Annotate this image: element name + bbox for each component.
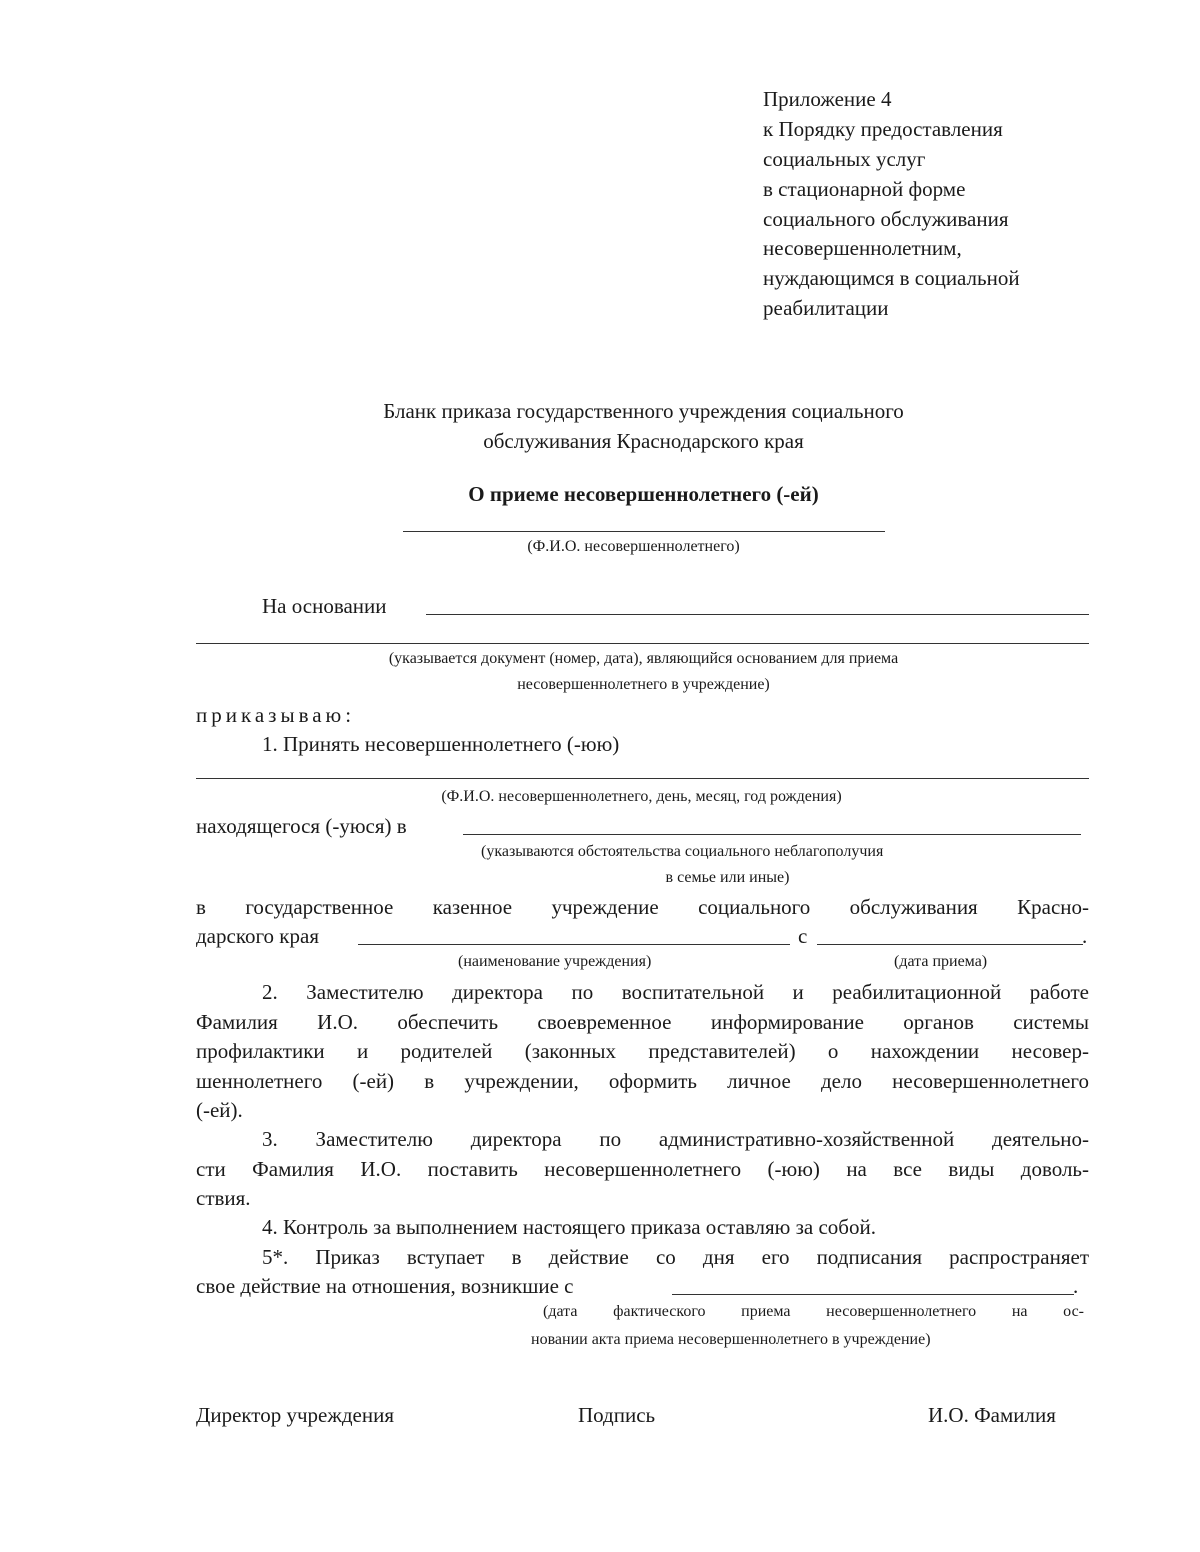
basis-caption-line1: (указывается документ (номер, дата), являющийся основанием для приема: [388, 650, 899, 667]
annex-line: нуждающимся в социальной: [763, 266, 1020, 290]
item3-last-line: ствия.: [196, 1186, 251, 1210]
basis-label: На основании: [262, 594, 387, 618]
annex-line: в стационарной форме: [763, 177, 966, 201]
signature-name: И.О. Фамилия: [928, 1403, 1056, 1427]
located-field-line: [463, 834, 1081, 835]
annex-line: реабилитации: [763, 296, 889, 320]
item4-text: 4. Контроль за выполнением настоящего приказа оставляю за собой.: [262, 1215, 876, 1239]
date-caption: (дата приема): [894, 953, 988, 970]
annex-line: социальных услуг: [763, 147, 926, 171]
item1-field-line: [196, 778, 1089, 779]
institution-date-field-line: [817, 944, 1083, 945]
basis-caption-line2: несовершеннолетнего в учреждение): [517, 676, 770, 693]
annex-line: несовершеннолетним,: [763, 236, 962, 260]
item5-line2-label: свое действие на отношения, возникшие с: [196, 1274, 574, 1298]
blank-heading-line2: обслуживания Краснодарского края: [483, 429, 804, 453]
item5-caption-line1: (дата фактического приема несовершеннолетнего на ос-: [543, 1303, 1084, 1320]
annex-line: социального обслуживания: [763, 207, 1009, 231]
fio-field-line: [403, 531, 885, 532]
located-caption-line2: в семье или иные): [665, 869, 790, 886]
blank-heading-line1: Бланк приказа государственного учреждения социального: [383, 399, 904, 423]
located-caption-line1: (указываются обстоятельства социального неблагополучия: [481, 843, 884, 860]
located-label: находящегося (-уюся) в: [196, 814, 407, 838]
item2-line: шеннолетнего (-ей) в учреждении, оформить личное дело несовершеннолетнего: [196, 1069, 1089, 1093]
order-word: приказываю:: [196, 703, 356, 727]
item5-caption-line2: новании акта приема несовершеннолетнего в учреждение): [531, 1331, 931, 1348]
item2-line: профилактики и родителей (законных представителей) о нахождении несовер-: [196, 1039, 1089, 1063]
basis-field-line-2: [196, 643, 1089, 644]
fio-caption: (Ф.И.О. несовершеннолетнего): [527, 538, 740, 555]
item5-date-field-line: [672, 1294, 1074, 1295]
item5-line1: 5*. Приказ вступает в действие со дня его подписания распространяет: [262, 1245, 1089, 1269]
annex-line: к Порядку предоставления: [763, 117, 1003, 141]
signature-sign: Подпись: [578, 1403, 656, 1427]
item2-last-line: (-ей).: [196, 1098, 243, 1122]
item3-line: сти Фамилия И.О. поставить несовершеннолетнего (-юю) на все виды доволь-: [196, 1157, 1089, 1181]
institution-since: с: [798, 924, 808, 948]
document-title: О приеме несовершеннолетнего (-ей): [468, 482, 819, 506]
annex-line: Приложение 4: [763, 87, 892, 111]
item5-end: .: [1073, 1274, 1079, 1298]
basis-field-line: [426, 614, 1089, 615]
signature-position: Директор учреждения: [196, 1403, 394, 1427]
institution-line1: в государственное казенное учреждение социального обслуживания Красно-: [196, 895, 1089, 919]
item1-text: 1. Принять несовершеннолетнего (-юю): [262, 732, 620, 756]
institution-line2-label: дарского края: [196, 924, 319, 948]
institution-end: .: [1082, 924, 1088, 948]
institution-caption: (наименование учреждения): [458, 953, 652, 970]
item1-caption: (Ф.И.О. несовершеннолетнего, день, месяц, год рождения): [441, 788, 842, 805]
item2-line: 2. Заместителю директора по воспитательной и реабилитационной работе: [262, 980, 1089, 1004]
institution-name-field-line: [358, 944, 790, 945]
item2-line: Фамилия И.О. обеспечить своевременное информирование органов системы: [196, 1010, 1089, 1034]
item3-line: 3. Заместителю директора по административно-хозяйственной деятельно-: [262, 1127, 1089, 1151]
